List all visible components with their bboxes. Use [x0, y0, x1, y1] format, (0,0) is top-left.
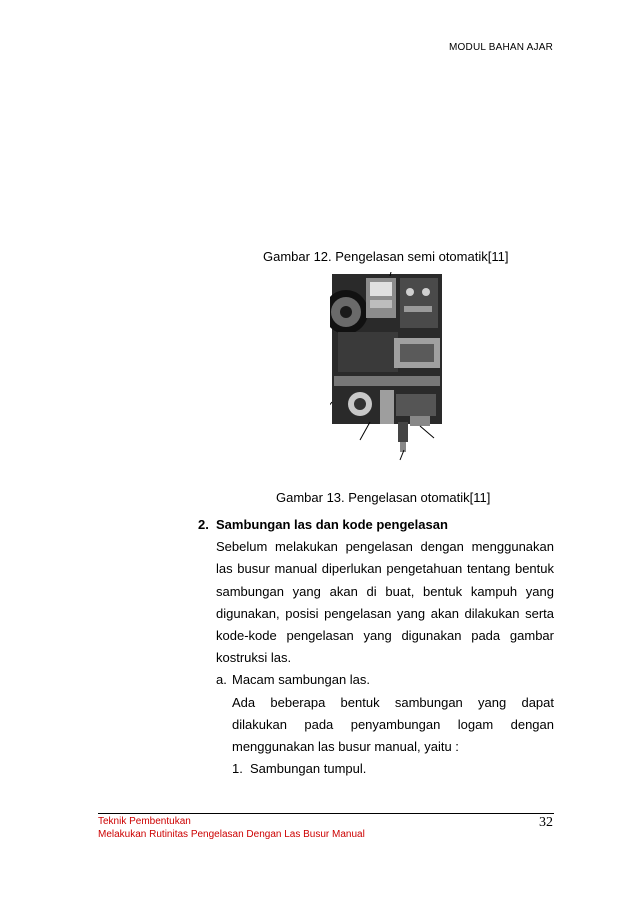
running-header: MODUL BAHAN AJAR — [449, 42, 553, 53]
subsection-number: a. — [216, 672, 227, 688]
footer-module: Melakukan Rutinitas Pengelasan Dengan Las Busur Manual — [98, 828, 365, 840]
subsection-heading — [216, 669, 554, 691]
footer-divider — [98, 813, 554, 814]
section-number: 2. — [198, 517, 209, 532]
list-item-number: 1. — [232, 761, 243, 777]
paragraph-line: las busur manual diperlukan pengetahuan tentang bentuk — [216, 561, 554, 577]
paragraph-line: kostruksi las. — [216, 650, 292, 666]
body-content — [198, 514, 554, 780]
page-number: 32 — [539, 815, 553, 830]
paragraph-line: sambungan yang akan di buat, bentuk kampuh yang — [216, 583, 554, 599]
footer-course: Teknik Pembentukan — [98, 816, 191, 827]
list-item-title: Sambungan tumpul. — [250, 761, 367, 777]
figure-13-caption: Gambar 13. Pengelasan otomatik[11] — [276, 490, 491, 505]
subsection-title: Macam sambungan las. — [232, 672, 371, 688]
paragraph-line: dilakukan pada penyambungan logam dengan — [232, 716, 554, 732]
paragraph-line: Sebelum melakukan pengelasan dengan menggunakan — [216, 539, 554, 555]
paragraph-line: menggunakan las busur manual, yaitu : — [232, 739, 459, 755]
paragraph-line: Ada beberapa bentuk sambungan yang dapat — [232, 694, 554, 710]
subsection-paragraph — [232, 692, 554, 759]
paragraph-line: digunakan, posisi pengelasan yang akan dilakukan serta — [216, 605, 554, 621]
footer-text — [98, 816, 365, 841]
figure-12-caption: Gambar 12. Pengelasan semi otomatik[11] — [263, 249, 509, 264]
section-heading — [198, 514, 554, 536]
paragraph-line: kode-kode pengelasan yang digunakan pada gambar — [216, 628, 554, 644]
figure-13-photo — [330, 272, 444, 464]
list-item — [232, 758, 554, 780]
section-title: Sambungan las dan kode pengelasan — [216, 517, 448, 532]
section-paragraph — [216, 536, 554, 669]
